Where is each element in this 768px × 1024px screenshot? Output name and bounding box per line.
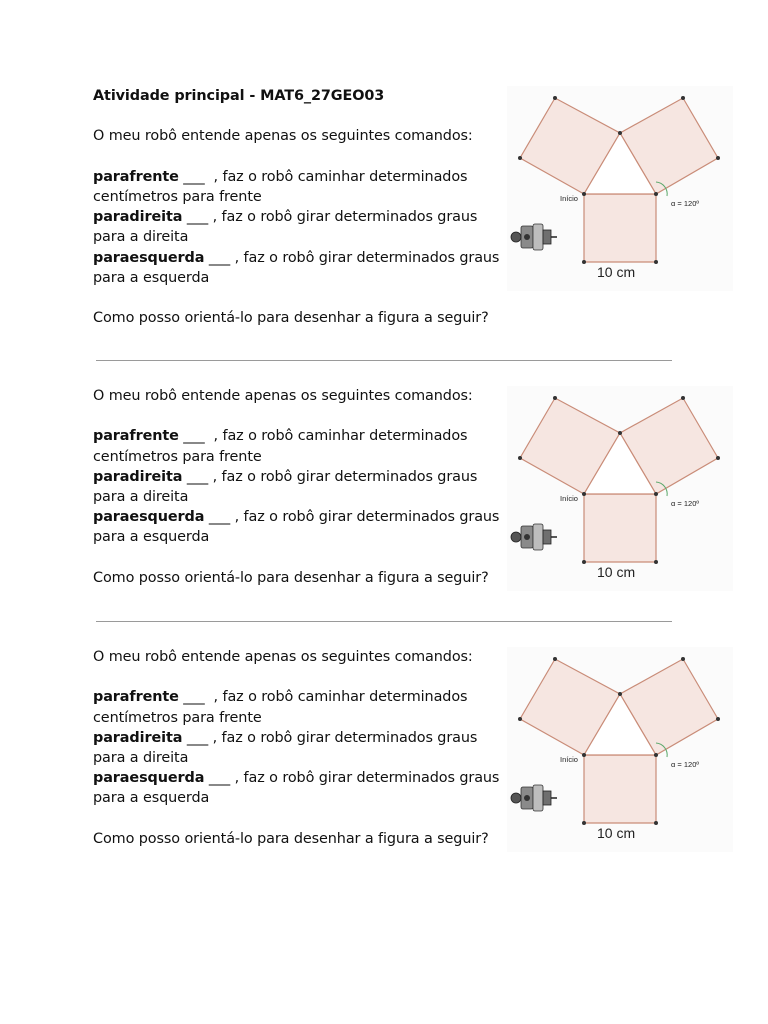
- intro-text: O meu robô entende apenas os seguintes comandos:: [93, 128, 473, 145]
- intro-text: O meu robô entende apenas os seguintes comandos:: [93, 649, 473, 665]
- question-text: Como posso orientá-lo para desenhar a figura a seguir?: [93, 310, 489, 327]
- angle-label: α = 120º: [671, 499, 700, 508]
- vertex-point: [716, 156, 720, 160]
- vertex-point: [654, 560, 658, 564]
- page-title: Atividade principal - MAT6_27GEO03: [93, 88, 385, 104]
- command-desc: ___ , faz o robô girar determinados graus: [182, 468, 478, 485]
- figure-svg: [507, 647, 733, 852]
- question-text: Como posso orientá-lo para desenhar a figura a seguir?: [93, 830, 489, 847]
- vertex-point: [654, 192, 658, 196]
- vertex-point: [618, 131, 622, 135]
- vertex-point: [582, 560, 586, 564]
- vertex-point: [681, 396, 685, 400]
- vertex-point: [582, 492, 586, 496]
- command-forward: [93, 687, 503, 707]
- angle-label: α = 120º: [671, 199, 700, 208]
- command-desc-cont: centímetros para frente: [93, 709, 262, 726]
- vertex-point: [553, 396, 557, 400]
- figure-svg: [507, 86, 733, 291]
- instructions-text: [93, 386, 503, 588]
- command-desc: ___ , faz o robô girar determinados graus: [182, 729, 478, 746]
- vertex-point: [716, 717, 720, 721]
- command-desc-cont: para a direita: [93, 489, 189, 505]
- geometry-figure: [507, 386, 733, 591]
- command-desc-cont: centímetros para frente: [93, 448, 262, 465]
- vertex-point: [582, 260, 586, 264]
- vertex-point: [518, 717, 522, 721]
- vertex-point: [618, 431, 622, 435]
- command-right: [93, 728, 503, 748]
- command-name: parafrente: [93, 689, 179, 706]
- command-name: paradireita: [93, 729, 183, 746]
- command-desc-cont: para a esquerda: [93, 269, 210, 286]
- command-desc-cont: para a direita: [93, 229, 189, 246]
- command-name: parafrente: [93, 168, 179, 185]
- start-label: Início: [560, 494, 578, 503]
- command-forward: [93, 426, 503, 446]
- bottom-square: [584, 494, 656, 562]
- command-forward: [93, 167, 503, 187]
- vertex-point: [681, 657, 685, 661]
- command-desc-cont: para a direita: [93, 750, 189, 766]
- command-desc: ___ , faz o robô girar determinados graus: [182, 209, 478, 226]
- separator-line: [96, 621, 672, 622]
- vertex-point: [518, 456, 522, 460]
- separator-line: [96, 360, 672, 361]
- start-label: Início: [560, 194, 578, 203]
- intro-text: O meu robô entende apenas os seguintes comandos:: [93, 388, 473, 404]
- command-name: paraesquerda: [93, 509, 205, 526]
- vertex-point: [582, 192, 586, 196]
- command-name: paraesquerda: [93, 249, 205, 266]
- command-desc-cont: para a esquerda: [93, 529, 210, 546]
- command-left: [93, 507, 503, 527]
- vertex-point: [654, 753, 658, 757]
- vertex-point: [681, 96, 685, 100]
- vertex-point: [582, 821, 586, 825]
- command-name: parafrente: [93, 428, 179, 445]
- command-desc: ___ , faz o robô caminhar determinados: [178, 428, 468, 445]
- start-label: Início: [560, 755, 578, 764]
- instructions-text: [93, 647, 503, 849]
- bottom-square: [584, 194, 656, 262]
- command-right: [93, 207, 503, 227]
- vertex-point: [654, 492, 658, 496]
- side-length-label: 10 cm: [597, 825, 636, 841]
- command-desc: ___ , faz o robô girar determinados graus: [204, 249, 500, 266]
- geometry-figure: [507, 86, 733, 291]
- vertex-point: [553, 657, 557, 661]
- vertex-point: [582, 753, 586, 757]
- vertex-point: [553, 96, 557, 100]
- command-desc: ___ , faz o robô caminhar determinados: [178, 168, 468, 185]
- vertex-point: [518, 156, 522, 160]
- geometry-figure: [507, 647, 733, 852]
- command-name: paradireita: [93, 468, 183, 485]
- vertex-point: [654, 821, 658, 825]
- vertex-point: [618, 692, 622, 696]
- command-desc: ___ , faz o robô caminhar determinados: [178, 689, 468, 706]
- side-length-label: 10 cm: [597, 564, 636, 580]
- vertex-point: [654, 260, 658, 264]
- command-name: paraesquerda: [93, 770, 205, 787]
- bottom-square: [584, 755, 656, 823]
- command-left: [93, 248, 503, 268]
- figure-svg: [507, 386, 733, 591]
- command-desc: ___ , faz o robô girar determinados graus: [204, 770, 500, 787]
- command-name: paradireita: [93, 209, 183, 226]
- question-text: Como posso orientá-lo para desenhar a figura a seguir?: [93, 569, 489, 586]
- vertex-point: [716, 456, 720, 460]
- instructions-text: [93, 86, 503, 328]
- command-desc-cont: centímetros para frente: [93, 188, 262, 205]
- command-left: [93, 768, 503, 788]
- command-desc-cont: para a esquerda: [93, 790, 210, 807]
- command-desc: ___ , faz o robô girar determinados graus: [204, 509, 500, 526]
- angle-label: α = 120º: [671, 760, 700, 769]
- command-right: [93, 467, 503, 487]
- side-length-label: 10 cm: [597, 264, 636, 280]
